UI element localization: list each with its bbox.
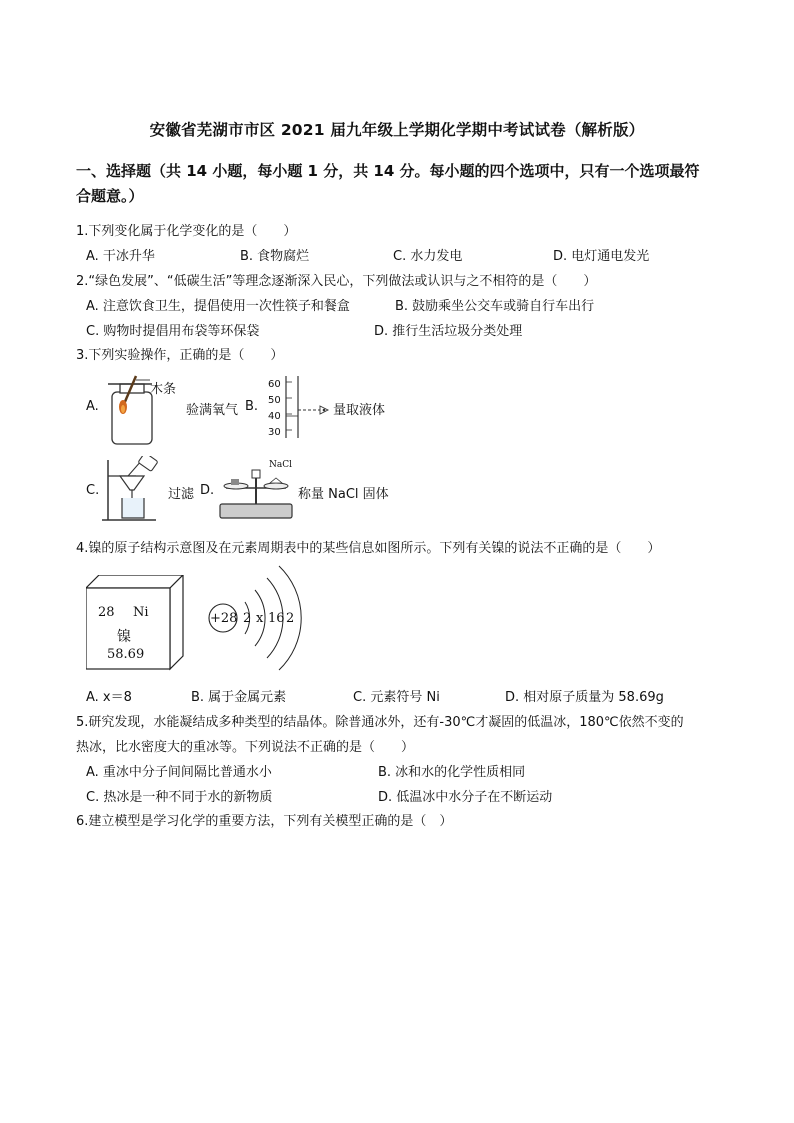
q5-option-b: B. 冰和水的化学性质相同 xyxy=(378,765,526,780)
q5-option-a: A. 重冰中分子间间隔比普通水小 xyxy=(86,765,272,780)
ni-atomic-mass: 58.69 xyxy=(107,647,145,662)
ni-chinese-name: 镍 xyxy=(117,629,131,645)
shell-2-electrons: x xyxy=(256,611,264,626)
q3-option-a-letter: A. xyxy=(86,399,99,414)
filtration-apparatus-figure xyxy=(100,456,166,524)
ni-atomic-number: 28 xyxy=(98,605,115,620)
q1-stem: 1.下列变化属于化学变化的是（ ） xyxy=(76,224,297,239)
q3-option-b-caption: 量取液体 xyxy=(333,403,386,418)
shell-1-electrons: 2 xyxy=(243,611,252,626)
q2-option-d: D. 推行生活垃圾分类处理 xyxy=(374,324,523,339)
q4-option-a: A. x＝8 xyxy=(86,690,132,705)
shell-3-electrons: 16 xyxy=(268,611,285,626)
cylinder-tick-30: 30 xyxy=(268,427,281,438)
q4-option-d: D. 相对原子质量为 58.69g xyxy=(505,690,664,705)
section-heading-line2: 合题意。） xyxy=(76,187,144,205)
q1-option-c: C. 水力发电 xyxy=(393,249,463,264)
page-title: 安徽省芜湖市市区 2021 届九年级上学期化学期中考试试卷（解析版） xyxy=(149,121,645,139)
q3-nacl-label: NaCl xyxy=(269,460,293,470)
q3-option-d-letter: D. xyxy=(200,483,215,498)
q5-stem-line1: 5.研究发现，水能凝结成多种类型的结晶体。除普通冰外，还有-30℃才凝固的低温冰，180℃依然不变的 xyxy=(76,715,684,730)
q3-option-b-letter: B. xyxy=(245,399,259,414)
q5-option-c: C. 热冰是一种不同于水的新物质 xyxy=(86,790,273,805)
q2-option-a: A. 注意饮食卫生，提倡使用一次性筷子和餐盒 xyxy=(86,299,350,314)
shell-4-electrons: 2 xyxy=(286,611,295,626)
cylinder-scale xyxy=(268,377,281,441)
section-heading-line1: 一、选择题（共 14 小题，每小题 1 分，共 14 分。每小题的四个选项中，只有一个选项最符 xyxy=(76,162,700,180)
q1-option-d: D. 电灯通电发光 xyxy=(553,249,650,264)
q1-option-b: B. 食物腐烂 xyxy=(240,249,310,264)
q2-option-b: B. 鼓励乘坐公交车或骑自行车出行 xyxy=(395,299,595,314)
q3-option-c-letter: C. xyxy=(86,483,100,498)
q2-stem: 2.“绿色发展”、“低碳生活”等理念逐渐深入民心，下列做法或认识与之不相符的是（ ） xyxy=(76,274,597,289)
q3-option-a-caption: 验满氧气 xyxy=(186,403,239,418)
nucleus-charge: +28 xyxy=(210,611,238,626)
q4-option-b: B. 属于金属元素 xyxy=(191,690,287,705)
q4-option-c: C. 元素符号 Ni xyxy=(353,690,440,705)
q5-option-d: D. 低温冰中水分子在不断运动 xyxy=(378,790,553,805)
q2-option-c: C. 购物时提倡用布袋等环保袋 xyxy=(86,324,260,339)
cylinder-tick-40: 40 xyxy=(268,411,281,422)
q3-option-c-caption: 过滤 xyxy=(168,487,195,502)
cylinder-tick-50: 50 xyxy=(268,395,281,406)
q4-stem: 4.镍的原子结构示意图及在元素周期表中的某些信息如图所示。下列有关镍的说法不正确的是（ ） xyxy=(76,541,661,556)
q1-option-a: A. 干冰升华 xyxy=(86,249,155,264)
cylinder-tick-60: 60 xyxy=(268,379,281,390)
q5-stem-line2: 热冰，比水密度大的重冰等。下列说法不正确的是（ ） xyxy=(76,740,415,755)
q6-stem: 6.建立模型是学习化学的重要方法，下列有关模型正确的是（ ） xyxy=(76,814,453,829)
q3-stem: 3.下列实验操作，正确的是（ ） xyxy=(76,348,284,363)
q3-option-d-caption: 称量 NaCl 固体 xyxy=(298,487,389,502)
ni-symbol: Ni xyxy=(133,605,149,620)
q3-wood-stick-label: 木条 xyxy=(150,382,177,397)
